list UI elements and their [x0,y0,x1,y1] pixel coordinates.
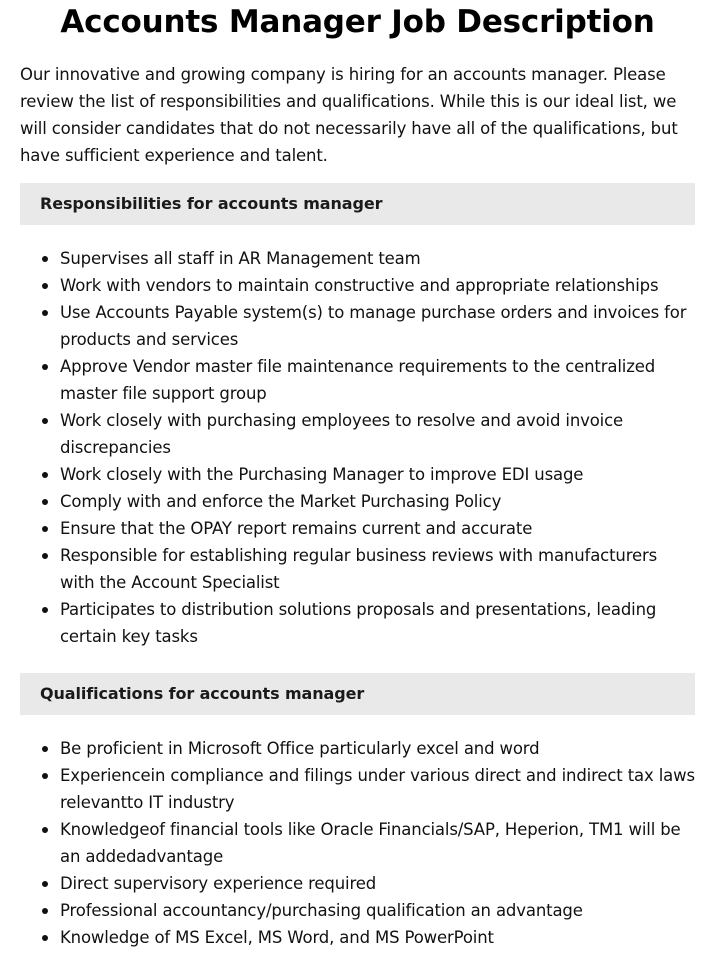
qualification-item: Knowledge of MS Excel, MS Word, and MS PowerPoint [60,924,695,951]
responsibility-item: Ensure that the OPAY report remains current and accurate [60,515,695,542]
responsibility-item: Work with vendors to maintain constructive and appropriate relationships [60,272,695,299]
qualification-item: Direct supervisory experience required [60,870,695,897]
qualification-item: Be proficient in Microsoft Office particularly excel and word [60,735,695,762]
responsibility-item: Comply with and enforce the Market Purchasing Policy [60,488,695,515]
qualification-item: Knowledgeof financial tools like Oracle Financials/SAP, Heperion, TM1 will be an addedadvantage [60,816,695,870]
intro-paragraph: Our innovative and growing company is hiring for an accounts manager. Please review the list of responsibilities and qualifications. While this is our ideal list, we will consider candidates that do not necessarily have all of the qualifications, but have sufficient experience and talent. [20,65,678,165]
responsibility-item: Work closely with the Purchasing Manager to improve EDI usage [60,461,695,488]
responsibility-item: Supervises all staff in AR Management team [60,245,695,272]
responsibility-item: Use Accounts Payable system(s) to manage purchase orders and invoices for products and services [60,299,695,353]
responsibility-item: Work closely with purchasing employees to resolve and avoid invoice discrepancies [60,407,695,461]
responsibility-item: Responsible for establishing regular business reviews with manufacturers with the Account Specialist [60,542,695,596]
qualification-item: Experiencein compliance and filings under various direct and indirect tax laws relevantto IT industry [60,762,695,816]
responsibilities-heading: Responsibilities for accounts manager [20,183,695,225]
responsibilities-list [20,245,695,650]
responsibility-item: Participates to distribution solutions proposals and presentations, leading certain key tasks [60,596,695,650]
qualification-item: Professional accountancy/purchasing qualification an advantage [60,897,695,924]
responsibility-item: Approve Vendor master file maintenance requirements to the centralized master file support group [60,353,695,407]
job-description-document [20,0,695,951]
page-title: Accounts Manager Job Description [60,4,655,40]
qualifications-list [20,735,695,951]
qualifications-heading: Qualifications for accounts manager [20,673,695,715]
